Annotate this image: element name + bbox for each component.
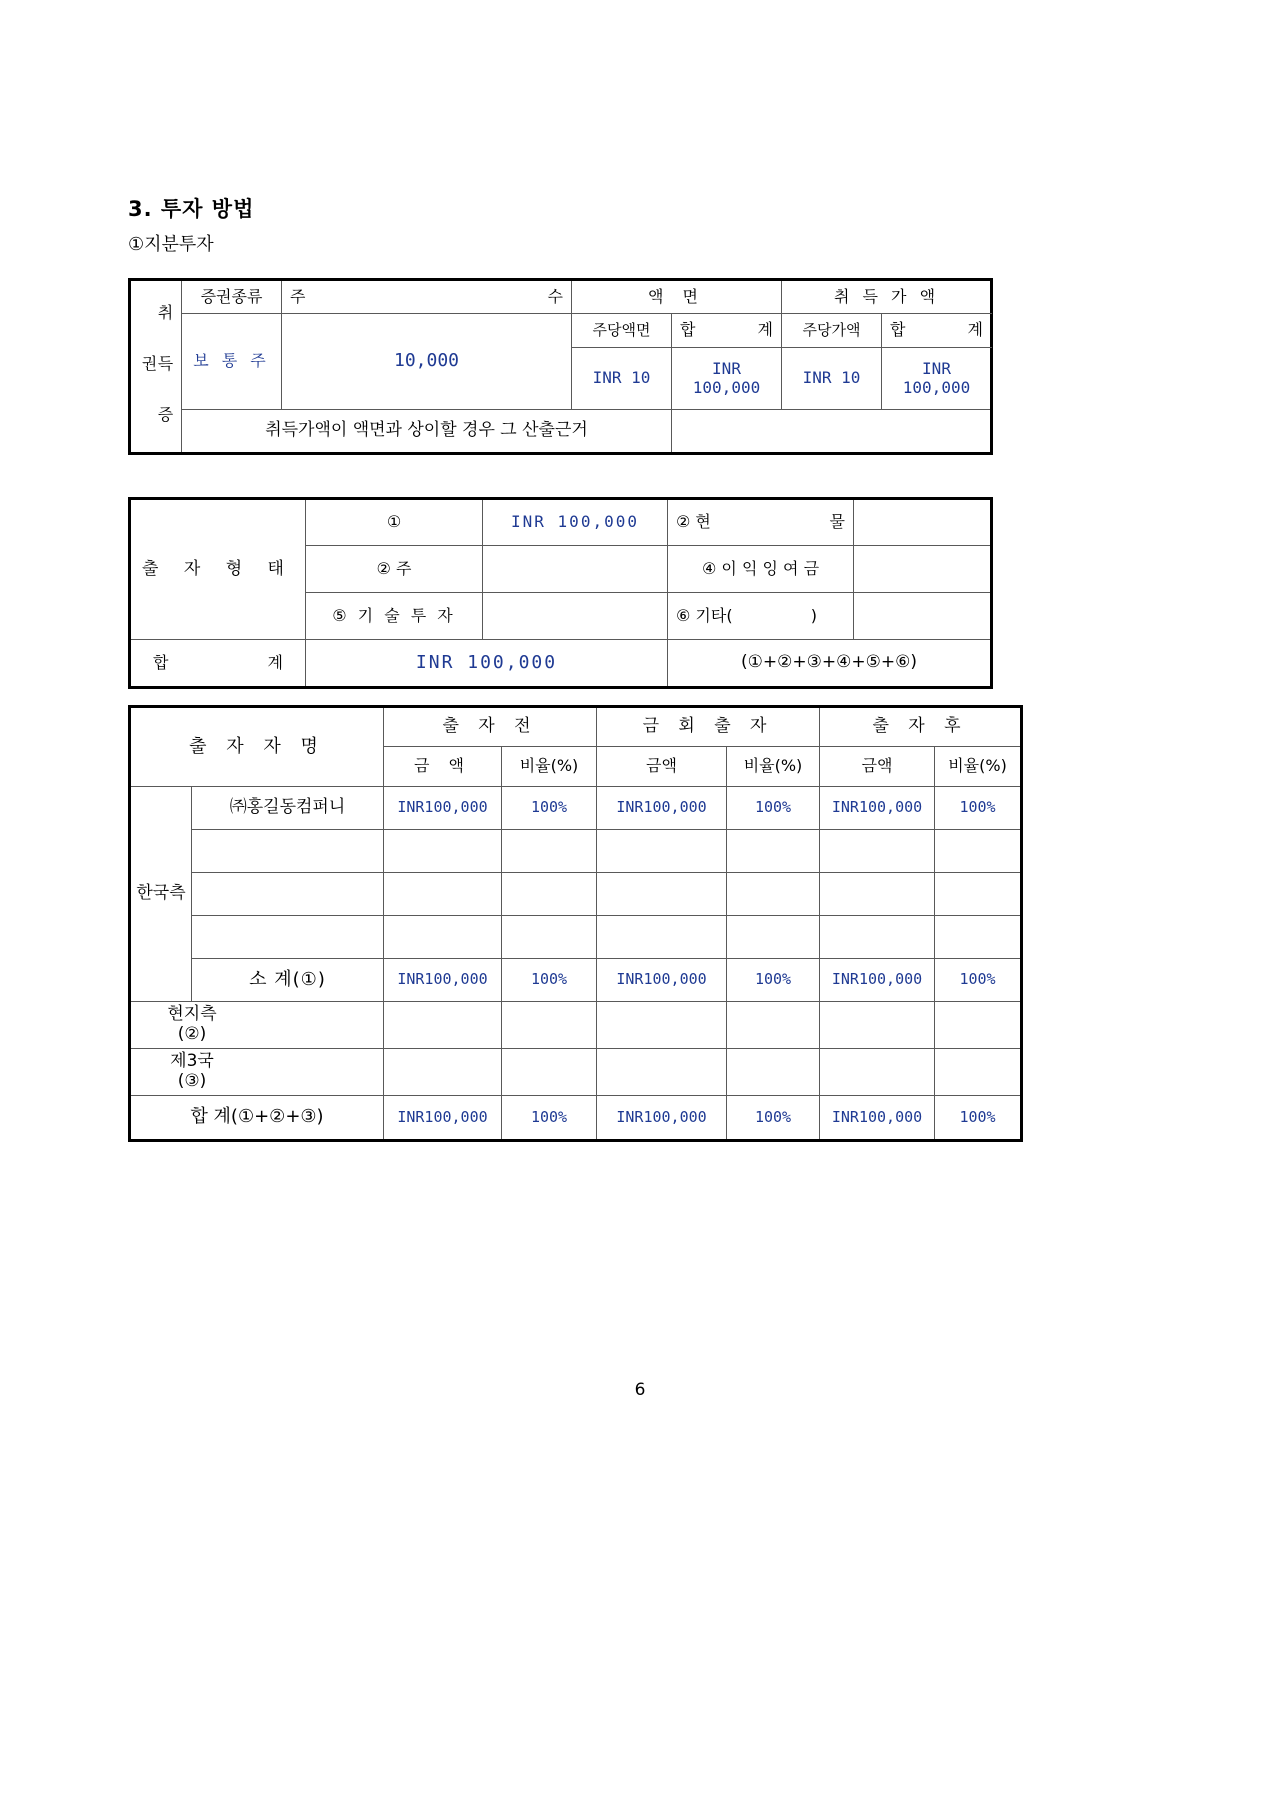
current-investment-header: 금 회 출 자 [597,707,820,747]
acq-total-value-line2: 100,000 [902,377,971,397]
contribution-item-6-label-a: ⑥ 기타( [676,605,733,625]
contribution-item-4-label: ④ 이 익 잉 여 금 [668,546,854,593]
shareholder-name-1[interactable]: ㈜홍길동컴퍼니 [192,787,384,830]
contribution-total-formula: (①+②+③+④+⑤+⑥) [668,640,992,688]
shareholder-2-after-amount[interactable] [820,830,935,873]
local-side-label-line1: 현지측 [167,1004,217,1025]
share-count-header-left: 주 [290,286,306,306]
table-row [130,787,1022,830]
current-amount-header: 금액 [597,747,727,787]
share-count-header [282,280,572,314]
table-row [130,707,1022,747]
shareholder-4-before-amount[interactable] [384,916,502,959]
shareholder-2-current-ratio[interactable] [727,830,820,873]
contribution-total-label-left: 합 [153,652,169,672]
grand-total-after-amount: INR100,000 [820,1096,935,1141]
shareholder-1-after-amount[interactable]: INR100,000 [820,787,935,830]
after-investment-header: 출 자 후 [820,707,1022,747]
face-total-header-left: 합 [680,320,696,340]
table-row [130,873,1022,916]
contribution-item-5-label: ⑤ 기 술 투 자 [306,593,483,640]
face-total-value-line1: INR [712,359,741,379]
korean-side-label: 한국측 [130,787,192,1002]
securities-table [128,278,993,455]
table-row [130,640,992,688]
contribution-item-6-value[interactable] [854,593,992,640]
calculation-basis-label: 취득가액이 액면과 상이할 경우 그 산출근거 [182,410,672,454]
contribution-item-4-value[interactable] [854,546,992,593]
grand-total-after-ratio: 100% [935,1096,1022,1141]
shareholder-name-header: 출 자 자 명 [130,707,384,787]
acq-total-header [882,314,992,348]
contribution-item-3-value[interactable] [483,546,668,593]
subtotal-after-amount: INR100,000 [820,959,935,1002]
contribution-item-6-label-b: ) [810,605,817,625]
share-count-header-right: 수 [547,286,563,306]
security-type-header: 증권종류 [182,280,282,314]
shareholder-2-current-amount[interactable] [597,830,727,873]
local-side-after-ratio[interactable] [935,1002,1022,1049]
table-row [130,499,992,546]
shareholder-1-current-ratio[interactable]: 100% [727,787,820,830]
sub-title: ①지분투자 [128,234,214,255]
contribution-item-2-label [668,499,854,546]
contribution-item-5-value[interactable] [483,593,668,640]
current-ratio-header: 비율(%) [727,747,820,787]
shareholder-3-current-ratio[interactable] [727,873,820,916]
shareholder-1-before-amount[interactable]: INR100,000 [384,787,502,830]
before-amount-header: 금 액 [384,747,502,787]
shareholder-1-after-ratio[interactable]: 100% [935,787,1022,830]
shareholder-3-current-amount[interactable] [597,873,727,916]
contribution-item-3-label: ② 주 [306,546,483,593]
security-type-value: 보 통 주 [182,314,282,410]
contribution-total-label [130,640,306,688]
third-country-label-line1: 제3국 [170,1051,214,1072]
local-side-before-ratio[interactable] [502,1002,597,1049]
third-country-before-ratio[interactable] [502,1049,597,1096]
securities-table-wrapper [128,278,993,455]
contribution-item-1-label: ① [306,499,483,546]
securities-row-label-text: 취 득 증 권 [139,303,174,430]
table-row [130,830,1022,873]
shareholder-name-4[interactable] [192,916,384,959]
shareholders-table [128,705,1023,1142]
page-number: 6 [634,1380,646,1400]
subtotal-current-ratio: 100% [727,959,820,1002]
shareholder-4-current-amount[interactable] [597,916,727,959]
shareholders-table-wrapper [128,705,1023,1142]
local-side-after-amount[interactable] [820,1002,935,1049]
acquisition-value-header: 취 득 가 액 [782,280,992,314]
table-row [130,314,992,348]
subtotal-label: 소 계(①) [192,959,384,1002]
share-count-value: 10,000 [282,314,572,410]
shareholder-3-before-amount[interactable] [384,873,502,916]
acq-per-share-value: INR 10 [782,348,882,410]
subtotal-after-ratio: 100% [935,959,1022,1002]
shareholder-1-current-amount[interactable]: INR100,000 [597,787,727,830]
table-row [130,916,1022,959]
calculation-basis-value[interactable] [672,410,992,454]
face-total-value-line2: 100,000 [692,377,761,397]
local-side-current-ratio[interactable] [727,1002,820,1049]
third-country-after-amount[interactable] [820,1049,935,1096]
shareholder-name-3[interactable] [192,873,384,916]
third-country-after-ratio[interactable] [935,1049,1022,1096]
shareholder-3-after-amount[interactable] [820,873,935,916]
table-row [130,410,992,454]
third-country-label [130,1049,384,1096]
shareholder-1-before-ratio[interactable]: 100% [502,787,597,830]
contribution-item-1-value[interactable]: INR 100,000 [483,499,668,546]
before-investment-header: 출 자 전 [384,707,597,747]
contribution-item-6-label [668,593,854,640]
contribution-table [128,497,993,689]
face-total-value [672,348,782,410]
shareholder-4-after-ratio[interactable] [935,916,1022,959]
securities-row-label [130,280,182,454]
local-side-current-amount[interactable] [597,1002,727,1049]
face-total-header [672,314,782,348]
subtotal-current-amount: INR100,000 [597,959,727,1002]
grand-total-current-amount: INR100,000 [597,1096,727,1141]
subtotal-before-amount: INR100,000 [384,959,502,1002]
face-value-header: 액 면 [572,280,782,314]
contribution-total-value: INR 100,000 [306,640,668,688]
shareholder-3-before-ratio[interactable] [502,873,597,916]
grand-total-current-ratio: 100% [727,1096,820,1141]
table-row [130,1096,1022,1141]
acq-total-header-right: 계 [967,320,983,340]
before-ratio-header: 비율(%) [502,747,597,787]
contribution-item-2-value[interactable] [854,499,992,546]
contribution-total-label-right: 계 [267,652,283,672]
shareholder-2-before-amount[interactable] [384,830,502,873]
acq-total-value-line1: INR [922,359,951,379]
contribution-row-label: 출 자 형 태 [130,499,306,640]
third-country-current-amount[interactable] [597,1049,727,1096]
shareholder-name-2[interactable] [192,830,384,873]
face-total-header-right: 계 [757,320,773,340]
table-row [130,1049,1022,1096]
contribution-item-2-label-a: ② 현 [676,512,711,532]
subtotal-before-ratio: 100% [502,959,597,1002]
acq-total-header-left: 합 [890,320,906,340]
shareholder-4-current-ratio[interactable] [727,916,820,959]
table-row [130,1002,1022,1049]
shareholder-4-after-amount[interactable] [820,916,935,959]
table-row [130,280,992,314]
after-ratio-header: 비율(%) [935,747,1022,787]
shareholder-2-before-ratio[interactable] [502,830,597,873]
grand-total-before-amount: INR100,000 [384,1096,502,1141]
after-amount-header: 금액 [820,747,935,787]
contribution-item-2-label-b: 물 [829,512,845,532]
local-side-label [130,1002,384,1049]
acq-per-share-header: 주당가액 [782,314,882,348]
page-title: 3. 투자 방법 [128,197,255,221]
local-side-label-line2: (②) [177,1024,207,1044]
shareholder-4-before-ratio[interactable] [502,916,597,959]
third-country-label-line2: (③) [177,1071,207,1091]
third-country-before-amount[interactable] [384,1049,502,1096]
shareholder-2-after-ratio[interactable] [935,830,1022,873]
face-per-share-value: INR 10 [572,348,672,410]
shareholder-3-after-ratio[interactable] [935,873,1022,916]
table-row [130,959,1022,1002]
third-country-current-ratio[interactable] [727,1049,820,1096]
grand-total-before-ratio: 100% [502,1096,597,1141]
acq-total-value [882,348,992,410]
grand-total-label: 합 계(①+②+③) [130,1096,384,1141]
contribution-table-wrapper [128,497,993,689]
local-side-before-amount[interactable] [384,1002,502,1049]
face-per-share-header: 주당액면 [572,314,672,348]
